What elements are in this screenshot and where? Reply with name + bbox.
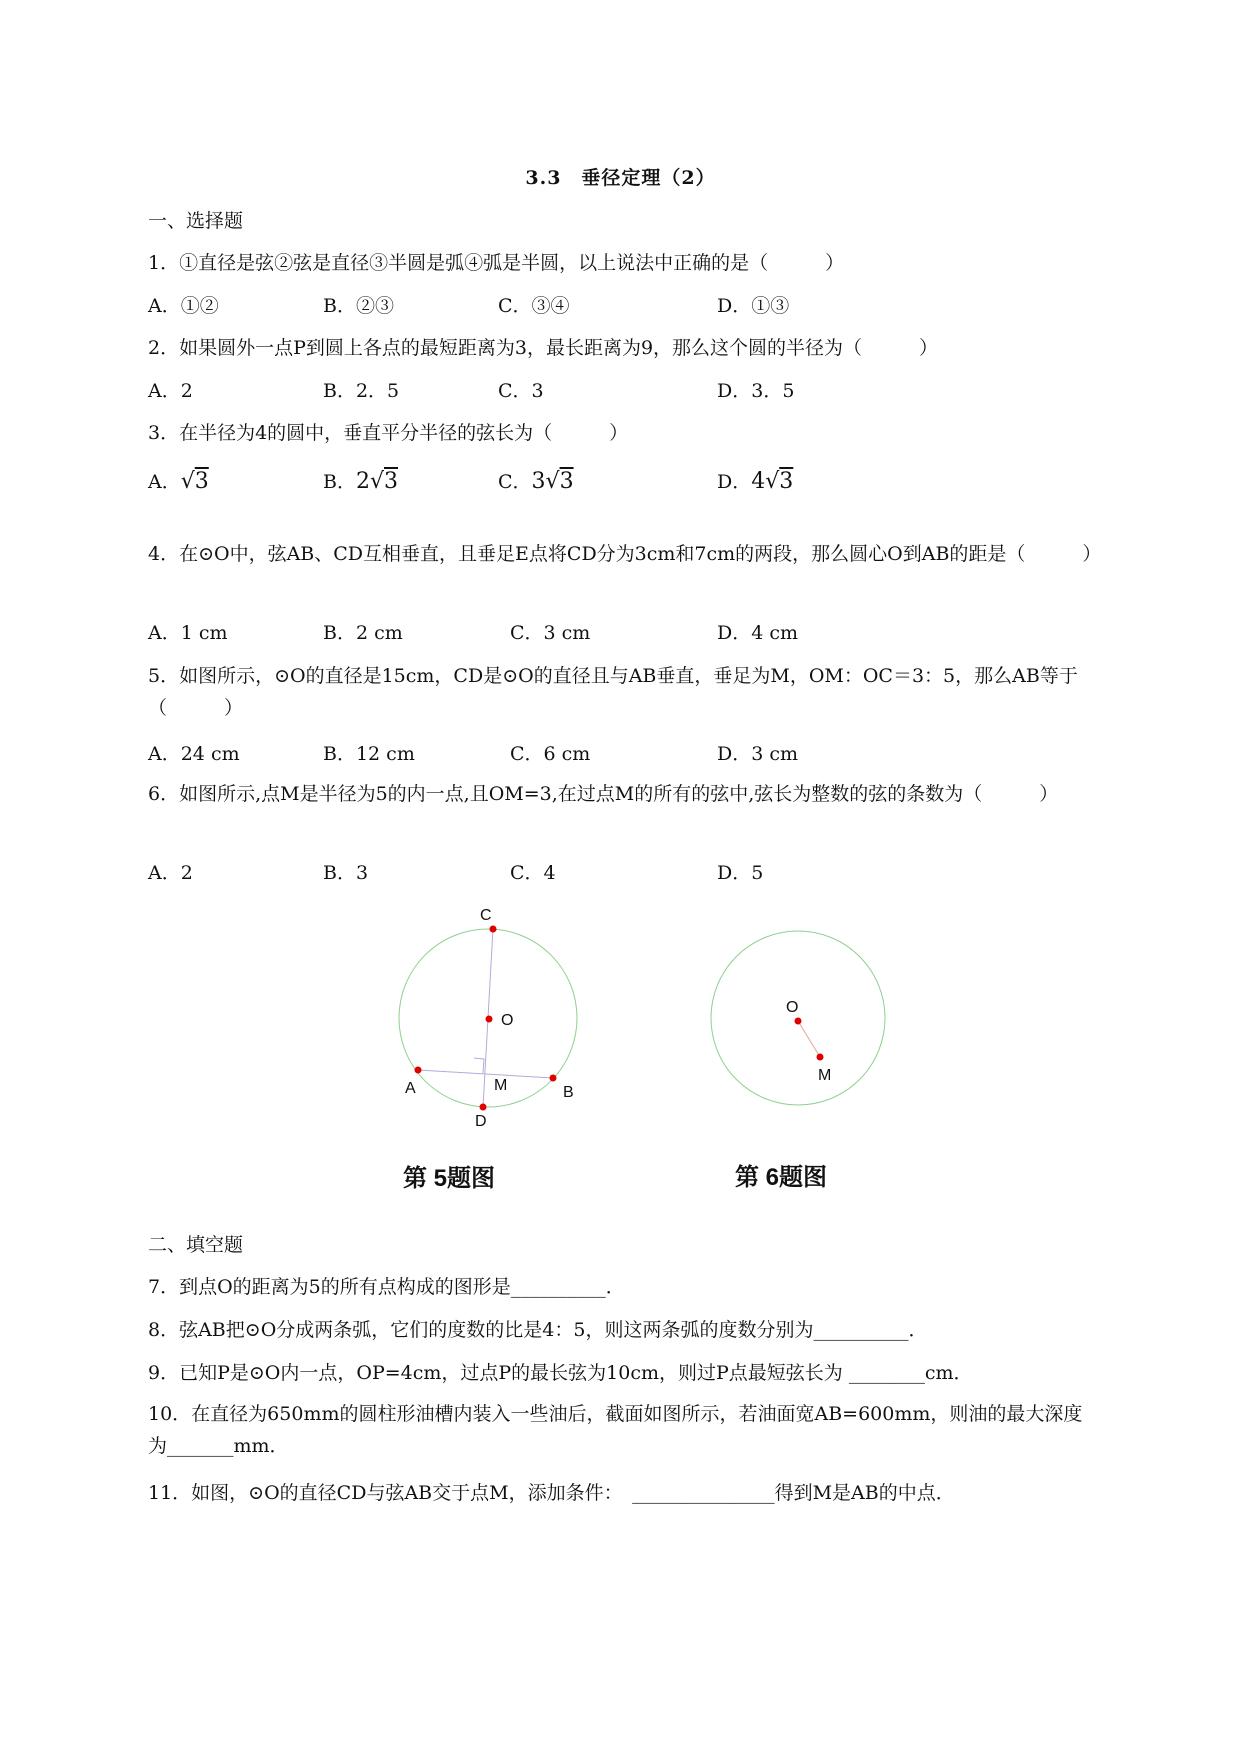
q1-option-a: A．①② — [148, 295, 219, 317]
q1-option-b: B．②③ — [323, 295, 394, 317]
q3-option-d — [717, 470, 793, 494]
fig5-label-m: M — [494, 1077, 508, 1094]
q6-option-c: C．4 — [510, 862, 556, 884]
q4-option-c: C．3 cm — [510, 622, 591, 644]
question-10: 10．在直径为650mm的圆柱形油槽内装入一些油后，截面如图所示，若油面宽AB=600mm，则油的最大深度为_______mm． — [148, 1403, 1083, 1457]
fig6-label-m: M — [818, 1067, 832, 1084]
fig5-point-o — [486, 1016, 493, 1023]
q3-option-a-label: A． — [148, 471, 181, 493]
fig5-point-b — [550, 1075, 557, 1082]
q3-option-b-radicand: 3 — [384, 469, 398, 494]
q3-option-b — [323, 470, 398, 494]
q4-option-b: B．2 cm — [323, 622, 403, 644]
question-5: 5．如图所示，⊙O的直径是15cm，CD是⊙O的直径且与AB垂直，垂足为M，OM：OC＝3：5，那么AB等于（ ） — [148, 665, 1078, 719]
fig5-right-angle-mark — [474, 1058, 484, 1073]
figure-6 — [711, 931, 885, 1105]
q5-option-d: D．3 cm — [717, 743, 799, 765]
fig6-segment-om — [798, 1021, 820, 1057]
q3-option-d-coef: 4 — [751, 469, 766, 494]
q3-option-d-radicand: 3 — [779, 469, 794, 494]
q3-option-c-radicand: 3 — [559, 469, 574, 494]
fig6-caption: 第 6题图 — [735, 1164, 828, 1191]
q3-option-b-label: B． — [323, 471, 356, 493]
q2-option-d: D．3．5 — [717, 380, 795, 402]
fig6-point-m — [817, 1054, 824, 1061]
fig5-point-a — [415, 1067, 422, 1074]
q3-option-a-expr: √3 — [180, 469, 209, 494]
q3-option-b-expr: 2√3 — [355, 469, 398, 494]
section-heading-choice: 一、选择题 — [148, 210, 244, 232]
question-7: 7．到点O的距离为5的所有点构成的图形是__________． — [148, 1276, 625, 1298]
q3-option-c — [498, 470, 574, 494]
q3-option-c-label: C． — [498, 471, 532, 493]
fig6-label-o: O — [786, 999, 799, 1016]
q6-option-b: B．3 — [323, 862, 369, 884]
figure-5 — [399, 907, 577, 1130]
fig5-point-d — [480, 1104, 487, 1111]
fig5-label-o: O — [501, 1012, 514, 1029]
fig5-label-a: A — [405, 1080, 416, 1097]
question-9: 9．已知P是⊙O内一点，OP=4cm，过点P的最长弦为10cm，则过P点最短弦长为 ________cm． — [148, 1362, 973, 1384]
q2-option-a: A．2 — [148, 380, 193, 402]
question-8: 8．弦AB把⊙O分成两条弧，它们的度数的比是4：5，则这两条弧的度数分别为__________． — [148, 1319, 928, 1341]
section-heading-fill: 二、填空题 — [148, 1234, 244, 1256]
question-3: 3．在半径为4的圆中，垂直平分半径的弦长为（ ） — [148, 422, 629, 444]
q3-option-a — [148, 470, 209, 494]
q6-option-a: A．2 — [148, 862, 193, 884]
fig5-label-c: C — [480, 907, 492, 924]
fig5-point-c — [490, 926, 497, 933]
q5-option-b: B．12 cm — [323, 743, 415, 765]
question-2: 2．如果圆外一点P到圆上各点的最短距离为3，最长距离为9，那么这个圆的半径为（ ） — [148, 337, 939, 359]
q3-option-a-radicand: 3 — [194, 469, 209, 494]
q3-option-d-label: D． — [717, 471, 752, 493]
question-1: 1．①直径是弦②弦是直径③半圆是弧④弧是半圆，以上说法中正确的是（ ） — [148, 252, 845, 274]
q3-option-c-expr: 3√3 — [531, 469, 574, 494]
figures — [0, 900, 1241, 1160]
q5-option-c: C．6 cm — [510, 743, 591, 765]
q2-option-c: C．3 — [498, 380, 544, 402]
fig5-label-d: D — [475, 1113, 487, 1130]
question-11: 11．如图，⊙O的直径CD与弦AB交于点M，添加条件： _______________得到M是AB的中点． — [148, 1482, 955, 1504]
q4-option-d: D．4 cm — [717, 622, 799, 644]
q2-option-b: B．2．5 — [323, 380, 400, 402]
q6-option-d: D．5 — [717, 862, 764, 884]
q3-option-b-coef: 2 — [355, 469, 370, 494]
q1-option-d: D．①③ — [717, 295, 790, 317]
fig5-caption: 第 5题图 — [403, 1165, 496, 1192]
question-6: 6．如图所示,点M是半径为5的内一点,且OM=3,在过点M的所有的弦中,弦长为整数的弦的条数为（ ） — [148, 783, 1059, 805]
q1-option-c: C．③④ — [498, 295, 570, 317]
q3-option-c-coef: 3 — [531, 469, 546, 494]
q3-option-d-expr: 4√3 — [751, 469, 794, 494]
page-title: 3.3 垂径定理（2） — [525, 167, 716, 189]
fig5-label-b: B — [563, 1084, 574, 1101]
q5-option-a: A．24 cm — [148, 743, 240, 765]
q4-option-a: A．1 cm — [148, 622, 228, 644]
fig6-point-o — [795, 1018, 802, 1025]
question-4: 4．在⊙O中，弦AB、CD互相垂直，且垂足E点将CD分为3cm和7cm的两段，那么圆心O到AB的距是（ ） — [148, 543, 1102, 565]
